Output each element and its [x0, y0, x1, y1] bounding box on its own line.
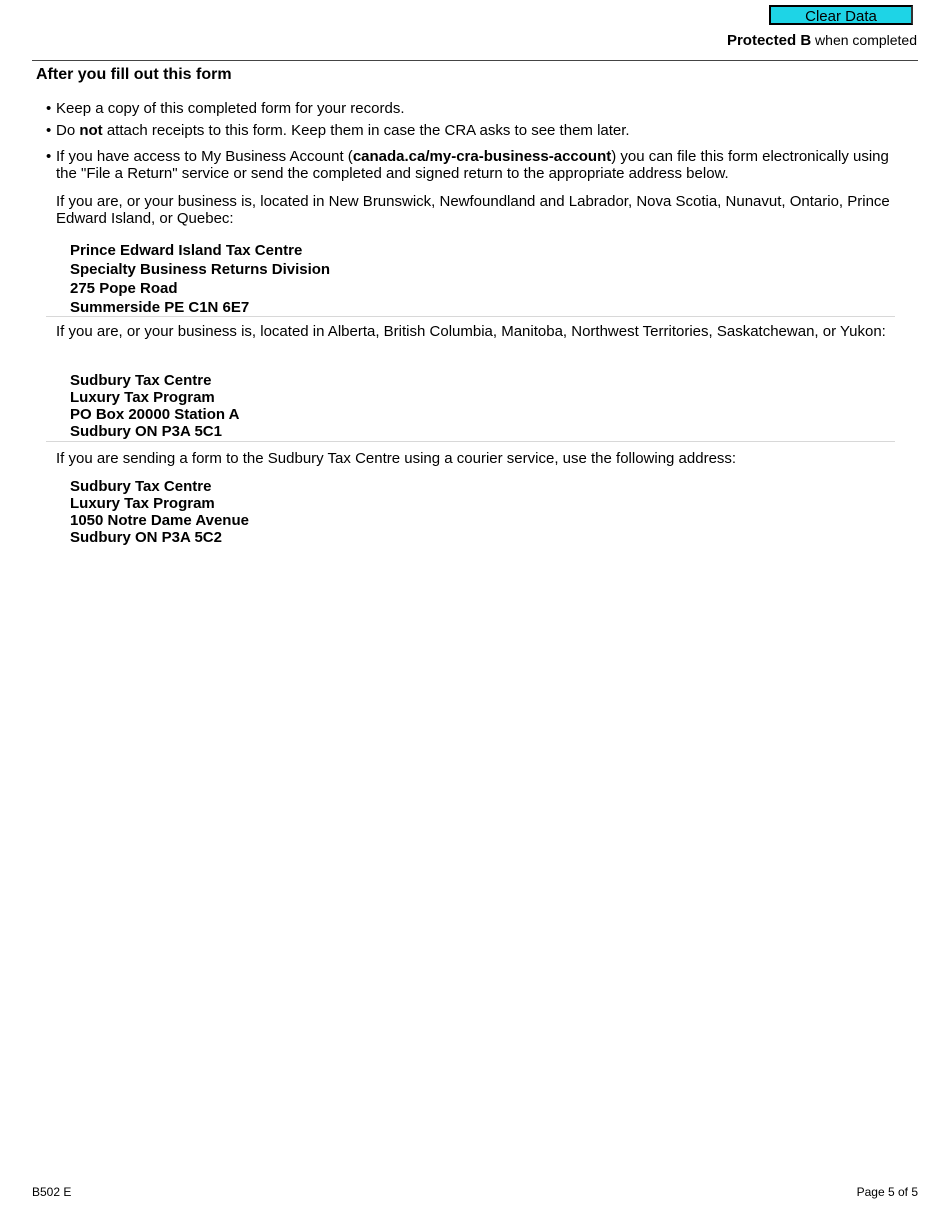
address-line: Sudbury Tax Centre	[70, 372, 212, 389]
address-block	[70, 241, 330, 317]
address-line: Sudbury Tax Centre	[70, 478, 212, 495]
address-line: Specialty Business Returns Division	[70, 261, 331, 278]
address-line: PO Box 20000 Station A	[70, 406, 240, 423]
address-block	[70, 478, 249, 546]
bullet-text: If you have access to My Business Account (	[56, 148, 353, 165]
section-intro: If you are, or your business is, located in New Brunswick, Newfoundland and Labrador, Nova Scotia, Nunavut, Ontario, Prince Edward Island, or Quebec:	[56, 193, 890, 227]
form-id: B502 E	[32, 1185, 72, 1199]
clear-data-button[interactable]: Clear Data	[769, 5, 913, 25]
address-line: Sudbury ON P3A 5C2	[70, 529, 222, 546]
page-number: Page 5 of 5	[856, 1185, 918, 1199]
address-line: Luxury Tax Program	[70, 495, 215, 512]
address-line: Sudbury ON P3A 5C1	[70, 423, 222, 440]
bullet-text: attach receipts to this form. Keep them in case the CRA asks to see them later.	[102, 122, 630, 139]
section-intro: If you are sending a form to the Sudbury Tax Centre using a courier service, use the following address:	[56, 450, 737, 467]
protected-b-bold: Protected B	[726, 32, 812, 49]
bullet-text: Keep a copy of this completed form for your records.	[56, 100, 405, 117]
address-line: Summerside PE C1N 6E7	[70, 299, 250, 316]
bullet-bold: not	[79, 122, 103, 139]
protected-b-rest: when completed	[811, 32, 917, 48]
address-line: 275 Pope Road	[70, 280, 178, 297]
mba-link[interactable]: canada.ca/my-cra-business-account	[352, 148, 612, 165]
address-line: Prince Edward Island Tax Centre	[70, 242, 303, 259]
section-divider	[46, 316, 895, 317]
section-heading: After you fill out this form	[36, 66, 232, 83]
bullet-text: Do	[56, 122, 80, 139]
address-line: Luxury Tax Program	[70, 389, 215, 406]
bullet-text: ) you can file this form electronically using the "File a Return" service or send the completed and signed return to the appropriate address below.	[56, 148, 889, 182]
section-divider	[46, 441, 895, 442]
header-divider	[32, 60, 918, 61]
address-line: 1050 Notre Dame Avenue	[70, 512, 249, 529]
section-intro: If you are, or your business is, located in Alberta, British Columbia, Manitoba, Northwest Territories, Saskatchewan, or Yukon:	[56, 323, 886, 340]
bullet-receipts: • Do not attach receipts to this form. Keep them in case the CRA asks to see them later.	[46, 122, 630, 139]
bullet-my-business-account: • If you have access to My Business Account (canada.ca/my-cra-business-account) you can file this form electronically using the "File a Return" service or send the completed and signed return to the appropriate address below.	[46, 148, 889, 182]
protected-b-label	[727, 32, 917, 49]
address-block	[70, 372, 240, 440]
bullet-keep-copy: • Keep a copy of this completed form for your records.	[46, 100, 906, 117]
